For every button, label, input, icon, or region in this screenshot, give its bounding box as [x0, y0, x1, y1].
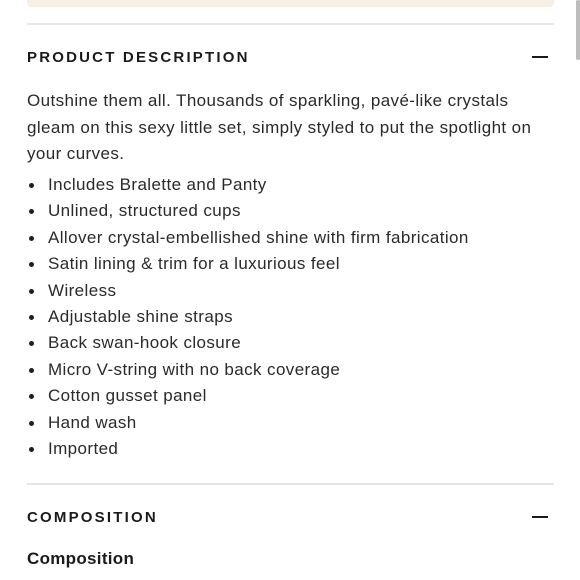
feature-text: Hand wash [48, 412, 137, 432]
feature-text: Micro V-string with no back coverage [48, 359, 341, 379]
bullet-icon [29, 236, 34, 241]
feature-text: Unlined, structured cups [48, 201, 241, 221]
bullet-icon [29, 262, 34, 267]
bullet-icon [29, 315, 34, 320]
list-item [27, 357, 554, 383]
list-item [27, 436, 554, 462]
bullet-icon [29, 341, 34, 346]
bullet-icon [29, 209, 34, 214]
list-item [27, 251, 554, 277]
feature-text: Adjustable shine straps [48, 306, 233, 326]
list-item [27, 225, 554, 251]
composition-header[interactable] [27, 505, 554, 529]
product-description-text: Outshine them all. Thousands of sparkling, pavé-like crystals gleam on this sexy little set, simply styled to put the spotlight on your curves. [27, 91, 532, 163]
composition-title: COMPOSITION [27, 508, 158, 526]
bullet-icon [29, 394, 34, 399]
section-divider [27, 23, 554, 25]
feature-text: Imported [48, 438, 119, 458]
top-banner [27, 0, 554, 7]
list-item [27, 304, 554, 330]
bullet-icon [29, 421, 34, 426]
minus-icon[interactable] [532, 49, 548, 65]
feature-text: Cotton gusset panel [48, 386, 207, 406]
feature-list [27, 172, 554, 462]
feature-text: Allover crystal-embellished shine with firm fabrication [48, 227, 469, 247]
product-description-title: PRODUCT DESCRIPTION [27, 48, 250, 66]
section-divider [27, 483, 554, 485]
list-item [27, 278, 554, 304]
bullet-icon [29, 289, 34, 294]
bullet-icon [29, 183, 34, 188]
feature-text: Wireless [48, 280, 117, 300]
list-item [27, 383, 554, 409]
product-description-header[interactable] [27, 45, 554, 69]
feature-text: Includes Bralette and Panty [48, 175, 267, 194]
list-item [27, 198, 554, 224]
list-item [27, 410, 554, 436]
composition-subheading: Composition [27, 549, 135, 568]
minus-icon[interactable] [532, 509, 548, 525]
bullet-icon [29, 447, 34, 452]
feature-text: Satin lining & trim for a luxurious feel [48, 254, 340, 274]
scrollbar[interactable] [576, 0, 580, 60]
bullet-icon [29, 368, 34, 373]
list-item [27, 172, 554, 198]
feature-text: Back swan-hook closure [48, 333, 242, 353]
list-item [27, 330, 554, 356]
